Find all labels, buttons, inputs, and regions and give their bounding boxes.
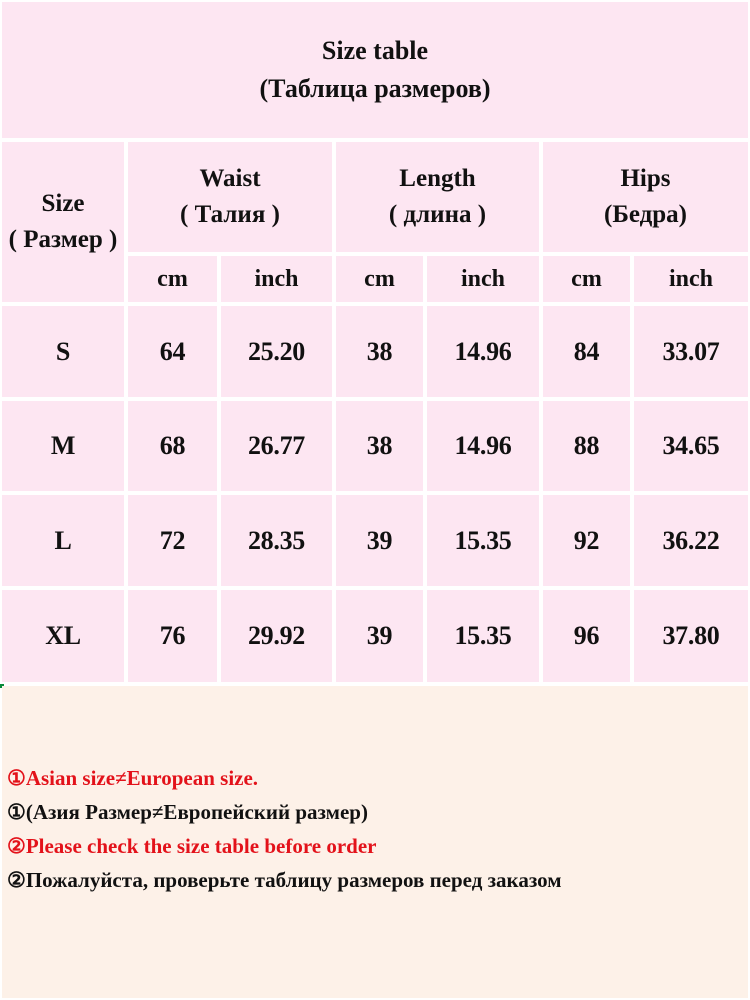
hips-inch-m: 34.65 [634, 401, 748, 491]
waist-header-english: Waist [199, 164, 261, 192]
title-russian: (Таблица размеров) [259, 74, 491, 103]
unit-header-length-inch: inch [427, 256, 539, 302]
unit-header-hips-cm: cm [543, 256, 630, 302]
length-header-russian: ( длина ) [388, 201, 487, 228]
hips-inch-l: 36.22 [634, 495, 748, 586]
waist-cm-l: 72 [128, 495, 217, 586]
note-check-table-ru: ②Пожалуйста, проверьте таблицу размеров перед заказом [7, 868, 562, 892]
hips-header-russian: (Бедра) [604, 201, 687, 228]
length-cm-xl: 39 [336, 590, 423, 682]
table-title [2, 2, 748, 138]
size-column-header [2, 142, 124, 302]
size-header-english: Size [41, 189, 85, 217]
length-group-header [336, 142, 539, 252]
title-english: Size table [321, 36, 429, 66]
unit-header-waist-inch: inch [221, 256, 332, 302]
waist-inch-s: 25.20 [221, 306, 332, 397]
length-cm-m: 38 [336, 401, 423, 491]
notes-panel [2, 686, 748, 998]
waist-cm-xl: 76 [128, 590, 217, 682]
waist-cm-s: 64 [128, 306, 217, 397]
hips-cm-xl: 96 [543, 590, 630, 682]
size-cell-xl: XL [2, 590, 124, 682]
note-check-table-en: ②Please check the size table before order [7, 834, 377, 858]
unit-header-hips-inch: inch [634, 256, 748, 302]
size-cell-m: M [2, 401, 124, 491]
length-inch-xl: 15.35 [427, 590, 539, 682]
waist-group-header [128, 142, 332, 252]
length-inch-l: 15.35 [427, 495, 539, 586]
hips-group-header [543, 142, 748, 252]
unit-header-length-cm: cm [336, 256, 423, 302]
length-cm-s: 38 [336, 306, 423, 397]
waist-header-russian: ( Талия ) [180, 201, 280, 228]
hips-header-english: Hips [620, 164, 671, 192]
waist-inch-l: 28.35 [221, 495, 332, 586]
hips-cm-s: 84 [543, 306, 630, 397]
note-asian-size-ru: ①(Азия Размер≠Европейский размер) [7, 800, 368, 824]
length-inch-m: 14.96 [427, 401, 539, 491]
note-asian-size-en: ①Asian size≠European size. [7, 766, 259, 790]
waist-inch-xl: 29.92 [221, 590, 332, 682]
size-cell-s: S [2, 306, 124, 397]
length-header-english: Length [399, 164, 476, 192]
hips-cm-l: 92 [543, 495, 630, 586]
size-cell-l: L [2, 495, 124, 586]
hips-cm-m: 88 [543, 401, 630, 491]
size-header-russian: ( Размер ) [8, 226, 118, 253]
length-cm-l: 39 [336, 495, 423, 586]
hips-inch-s: 33.07 [634, 306, 748, 397]
notes-list [7, 761, 562, 897]
waist-cm-m: 68 [128, 401, 217, 491]
unit-header-waist-cm: cm [128, 256, 217, 302]
length-inch-s: 14.96 [427, 306, 539, 397]
hips-inch-xl: 37.80 [634, 590, 748, 682]
waist-inch-m: 26.77 [221, 401, 332, 491]
